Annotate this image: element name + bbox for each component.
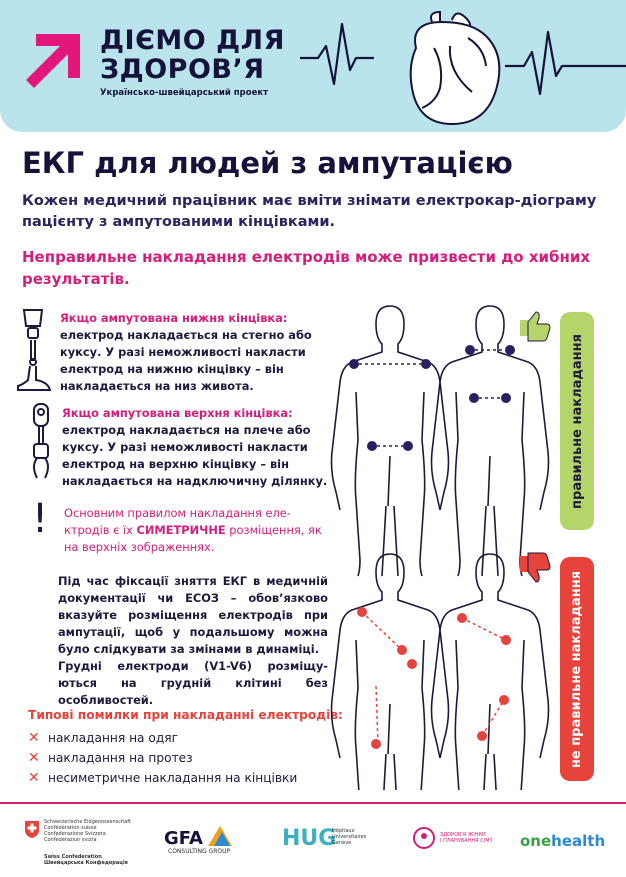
hug-logo: HUG	[282, 826, 337, 851]
gfa-triangle-icon	[208, 826, 232, 846]
swiss-confederation-en: Swiss Confederation Швейцарська Конфедерація	[44, 854, 128, 866]
footer-divider	[0, 802, 626, 804]
exclamation-icon: !	[32, 496, 49, 542]
correct-placement-label: правильне накладання	[560, 312, 594, 530]
womens-health-text: ЗДОРОВ'Я ЖІНКИ І ПЛАНУВАННЯ СІМ'Ї	[440, 832, 493, 844]
lower-limb-body: електрод накладається на стегно або куксу. У разі неможливості накласти електрод на нижню кінцівку – він накладається на низ живота.	[60, 328, 312, 393]
hug-subtitle: Hôpitaux Universitaires Genève	[332, 828, 367, 846]
figure-incorrect-back	[432, 554, 549, 790]
upper-limb-block	[62, 405, 330, 490]
cross-icon: ✕	[28, 750, 40, 766]
errors-list	[28, 728, 297, 788]
page-title: ЕКГ для людей з ампутацією	[22, 146, 513, 180]
womens-health-logo-icon	[412, 826, 436, 850]
upper-limb-body: електрод накладається на плече або куксу. У разі неможливості накласти електрод на верхню кінцівку – він накладається на надключичну ділянку.	[62, 423, 328, 488]
errors-title: Типові помилки при накладанні електродів:	[28, 708, 343, 722]
list-item: ✕ несиметричне накладання на кінцівки	[28, 770, 298, 786]
upper-limb-heading: Якщо ампутована верхня кінцівка:	[62, 406, 293, 420]
cross-icon: ✕	[28, 730, 40, 746]
list-item: ✕ накладання на протез	[28, 750, 193, 766]
onehealth-logo: onehealth	[520, 832, 606, 850]
symmetry-emphasis: СИМЕТРИЧНЕ	[136, 523, 226, 537]
figure-incorrect-front	[332, 554, 449, 790]
lower-limb-block	[60, 310, 330, 395]
lead-text: Кожен медичний працівник має вміти знімати електрокар-діограму пацієнту з ампутованими кінцівками.	[22, 193, 597, 230]
gfa-subtitle: CONSULTING GROUP	[168, 848, 231, 855]
brand-subtitle: Українсько-швейцарський проект	[100, 88, 269, 98]
gfa-logo: GFA	[164, 828, 203, 849]
thumbs-up-icon	[520, 312, 550, 341]
list-item: ✕ накладання на одяг	[28, 730, 179, 746]
warning-text: Неправильне накладання електродів може призвести до хибних результатів.	[22, 248, 591, 288]
ecg-heart-icon	[300, 8, 626, 128]
chest-electrodes-text: Грудні електроди (V1-V6) розміщу- ються на грудній клітині без особливостей.	[58, 659, 328, 707]
arm-prosthesis-icon	[28, 402, 56, 482]
swiss-confederation-names: Schweizerische Eidgenossenschaft Confédération suisse Confederazione Svizzera Confederaziun svizra	[44, 819, 131, 843]
electrode-placement-figures	[330, 300, 560, 790]
swiss-coat-of-arms-icon	[24, 820, 40, 838]
leg-prosthesis-icon	[14, 306, 54, 392]
documentation-text: Під час фіксації зняття ЕКГ в медичній документації чи ЕСОЗ – обов’язково вказуйте розміщення електродів при ампутації, щоб у подальшому можна було слідкувати за змінами в динаміці. Грудні електроди (V1-V6) розміщу- ються на грудній клітині без особливостей.	[58, 574, 328, 707]
incorrect-placement-label: не правильне накладання	[560, 557, 594, 781]
figure-correct-back	[432, 306, 549, 576]
placement-emphasis: розміщення	[128, 608, 208, 622]
brand-name: ДІЄМО ДЛЯ ЗДОРОВ’Я	[100, 25, 285, 85]
header-banner	[0, 0, 626, 132]
figure-correct-front	[332, 306, 449, 576]
thumbs-down-icon	[520, 553, 550, 582]
footer-logos	[0, 806, 626, 877]
lower-limb-heading: Якщо ампутована нижня кінцівка:	[60, 311, 288, 325]
symmetry-rule: Основним правилом накладання еле-ктродів є їх СИМЕТРИЧНЕ розміщення, як на верхніх зображеннях.	[64, 506, 322, 554]
brand-arrow-icon	[22, 30, 84, 92]
cross-icon: ✕	[28, 770, 40, 786]
